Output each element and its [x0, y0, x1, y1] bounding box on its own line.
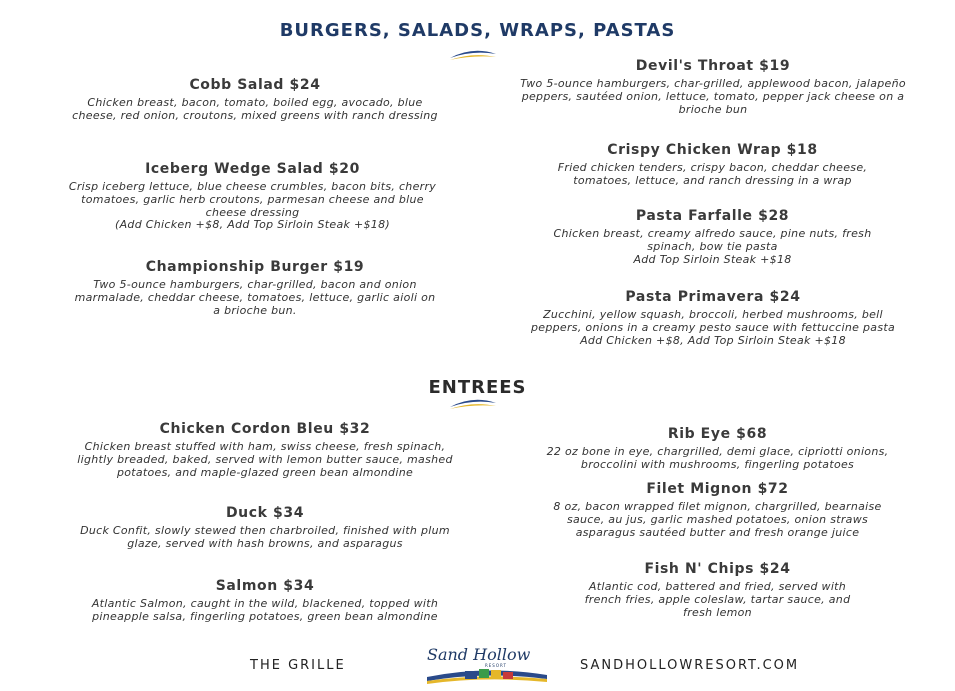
- item-description: Two 5-ounce hamburgers, char-grilled, bacon and onion marmalade, cheddar cheese, tomatoes, lettuce, garlic aioli on a brioche bun.: [74, 278, 436, 317]
- menu-item-devils-throat: [518, 58, 908, 116]
- item-name: Filet Mignon $72: [646, 481, 789, 497]
- item-name: Crispy Chicken Wrap $18: [607, 142, 818, 158]
- item-description: Chicken breast, creamy alfredo sauce, pine nuts, fresh spinach, bow tie pasta: [553, 227, 872, 253]
- item-description: Zucchini, yellow squash, broccoli, herbed mushrooms, bell peppers, onions in a creamy pesto sauce with fettuccine pasta: [530, 308, 896, 334]
- section-title-entrees: ENTREES: [428, 377, 527, 398]
- item-description: Chicken breast, bacon, tomato, boiled egg, avocado, blue cheese, red onion, croutons, mixed greens with ranch dressing: [72, 96, 438, 122]
- menu-item-chicken-cordon-bleu: [65, 421, 465, 479]
- menu-item-iceberg-wedge: [65, 161, 440, 232]
- item-description: Fried chicken tenders, crispy bacon, cheddar cheese, tomatoes, lettuce, and ranch dressing in a wrap: [557, 161, 868, 187]
- item-description: Crisp iceberg lettuce, blue cheese crumbles, bacon bits, cherry tomatoes, garlic herb croutons, parmesan cheese and blue cheese dressing: [68, 180, 437, 219]
- item-name: Iceberg Wedge Salad $20: [145, 161, 360, 177]
- item-description: Atlantic cod, battered and fried, served with french fries, apple coleslaw, tartar sauce, and fresh lemon: [584, 580, 851, 619]
- logo-subtext: RESORT: [485, 663, 507, 668]
- item-description: 8 oz, bacon wrapped filet mignon, chargrilled, bearnaise sauce, au jus, garlic mashed potatoes, onion straws asparagus sautéed butter and fresh orange juice: [553, 500, 882, 539]
- menu-item-filet-mignon: [540, 481, 895, 539]
- item-description: Chicken breast stuffed with ham, swiss cheese, fresh spinach, lightly breaded, baked, served with lemon butter sauce, mashed potatoes, and maple-glazed green bean almondine: [77, 440, 453, 479]
- menu-item-pasta-farfalle: [535, 208, 890, 266]
- menu-item-championship-burger: [70, 259, 440, 317]
- item-addon: (Add Chicken +$8, Add Top Sirloin Steak +$18): [115, 218, 390, 232]
- item-name: Chicken Cordon Bleu $32: [159, 421, 371, 437]
- logo-flag-icon: [425, 665, 550, 687]
- item-description: Duck Confit, slowly stewed then charbroiled, finished with plum glaze, served with hash browns, and asparagus: [80, 524, 450, 550]
- item-name: Devil's Throat $19: [635, 58, 791, 74]
- footer-brand-name: THE GRILLE: [250, 658, 346, 673]
- menu-item-crispy-chicken-wrap: [540, 142, 885, 188]
- item-name: Cobb Salad $24: [189, 77, 321, 93]
- sand-hollow-logo: [425, 645, 550, 687]
- item-name: Championship Burger $19: [145, 259, 365, 275]
- menu-item-cobb-salad: [70, 77, 440, 123]
- swoosh-divider-icon: [448, 397, 498, 411]
- item-name: Pasta Primavera $24: [625, 289, 801, 305]
- logo-text: Sand Hollow: [427, 645, 531, 664]
- menu-item-fish-n-chips: [580, 561, 855, 619]
- swoosh-divider-icon: [448, 48, 498, 62]
- item-name: Rib Eye $68: [667, 426, 768, 442]
- menu-item-salmon: [65, 578, 465, 624]
- item-description: Two 5-ounce hamburgers, char-grilled, applewood bacon, jalapeño peppers, sautéed onion, lettuce, tomato, pepper jack cheese on a brioche bun: [520, 77, 906, 116]
- footer-website: SANDHOLLOWRESORT.COM: [580, 658, 800, 673]
- item-name: Fish N' Chips $24: [644, 561, 791, 577]
- menu-item-pasta-primavera: [518, 289, 908, 347]
- item-name: Pasta Farfalle $28: [635, 208, 790, 224]
- item-description: 22 oz bone in eye, chargrilled, demi glace, cipriotti onions, broccolini with mushrooms, fingerling potatoes: [546, 445, 889, 471]
- item-name: Duck $34: [225, 505, 305, 521]
- menu-item-duck: [65, 505, 465, 551]
- item-name: Salmon $34: [215, 578, 315, 594]
- menu-item-rib-eye: [525, 426, 910, 472]
- item-addon: Add Chicken +$8, Add Top Sirloin Steak +$18: [580, 333, 846, 347]
- section-title-burgers: BURGERS, SALADS, WRAPS, PASTAS: [279, 20, 676, 41]
- item-addon: Add Top Sirloin Steak +$18: [633, 252, 792, 266]
- item-description: Atlantic Salmon, caught in the wild, blackened, topped with pineapple salsa, fingerling potatoes, green bean almondine: [91, 597, 439, 623]
